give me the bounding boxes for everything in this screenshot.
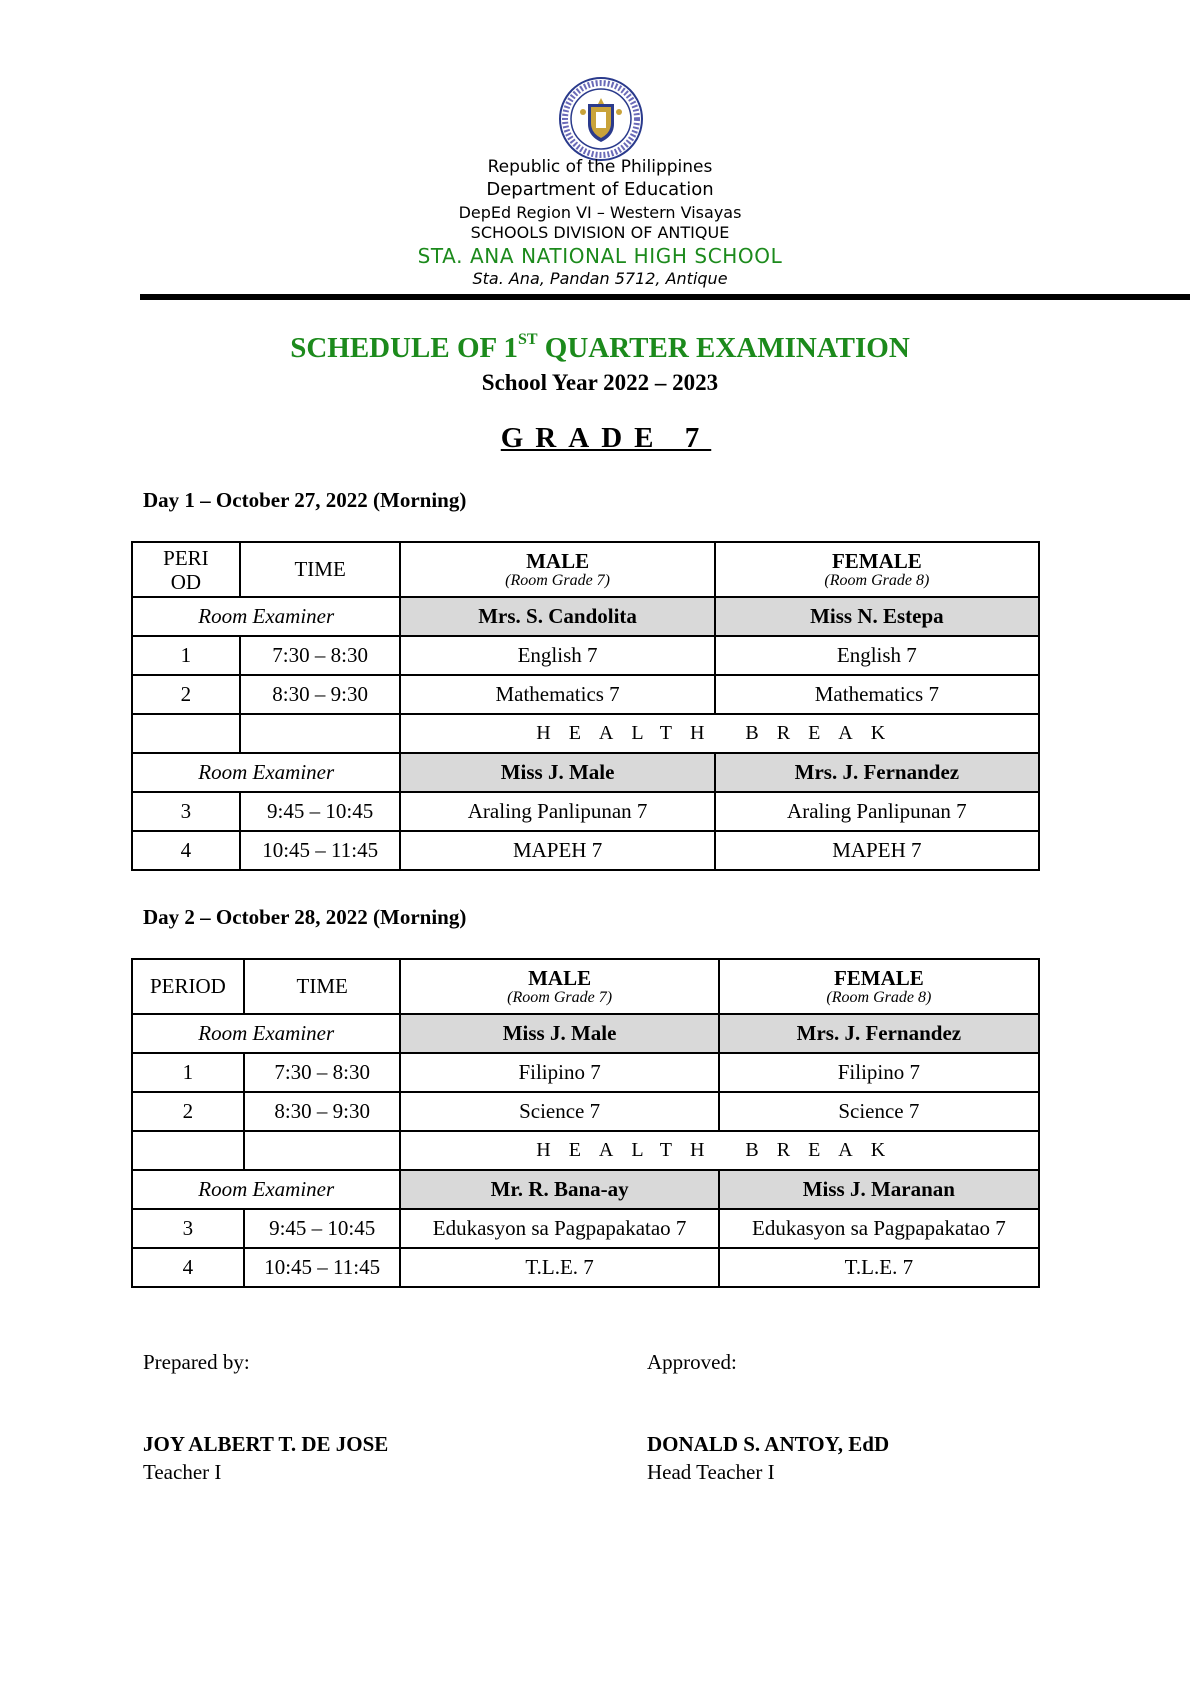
header-school-address: Sta. Ana, Pandan 5712, Antique <box>472 269 728 288</box>
male-subject-cell: English 7 <box>400 636 714 675</box>
period-cell: 3 <box>132 792 240 831</box>
table-row <box>132 675 1039 714</box>
table-row <box>132 831 1039 870</box>
female-subject-cell: Filipino 7 <box>719 1053 1039 1092</box>
table-header-row <box>132 542 1039 597</box>
table-row <box>132 1092 1039 1131</box>
empty-cell <box>132 714 240 753</box>
table-header-row <box>132 959 1039 1014</box>
male-subject-cell: T.L.E. 7 <box>400 1248 718 1287</box>
female-subject-cell: English 7 <box>715 636 1039 675</box>
female-subject-cell: MAPEH 7 <box>715 831 1039 870</box>
deped-seal-logo <box>558 76 644 162</box>
period-cell: 1 <box>132 636 240 675</box>
female-subject-cell: Science 7 <box>719 1092 1039 1131</box>
examiner-row <box>132 597 1039 636</box>
male-examiner: Mr. R. Bana-ay <box>400 1170 718 1209</box>
prepared-by-label: Prepared by: <box>143 1350 250 1374</box>
male-examiner: Mrs. S. Candolita <box>400 597 714 636</box>
examiner-row <box>132 753 1039 792</box>
header-division: SCHOOLS DIVISION OF ANTIQUE <box>470 223 730 242</box>
empty-cell <box>244 1131 401 1170</box>
day2-schedule-table <box>131 958 1040 1288</box>
document-title: SCHEDULE OF 1ST QUARTER EXAMINATION <box>290 331 910 364</box>
time-cell: 7:30 – 8:30 <box>244 1053 401 1092</box>
health-break-label: HEALTH BREAK <box>400 714 1039 753</box>
female-examiner: Miss J. Maranan <box>719 1170 1039 1209</box>
examiner-row <box>132 1170 1039 1209</box>
health-break-label: HEALTH BREAK <box>400 1131 1039 1170</box>
health-break-row <box>132 1131 1039 1170</box>
day1-schedule-table <box>131 541 1040 871</box>
period-cell: 4 <box>132 1248 244 1287</box>
male-subject-cell: Science 7 <box>400 1092 718 1131</box>
period-cell: 1 <box>132 1053 244 1092</box>
examiner-label: Room Examiner <box>132 753 400 792</box>
time-header: TIME <box>244 959 401 1014</box>
header-divider <box>140 294 1190 300</box>
header-republic: Republic of the Philippines <box>487 157 713 177</box>
header-region: DepEd Region VI – Western Visayas <box>458 203 742 222</box>
empty-cell <box>240 714 401 753</box>
time-cell: 9:45 – 10:45 <box>244 1209 401 1248</box>
examiner-row <box>132 1014 1039 1053</box>
day1-label: Day 1 – October 27, 2022 (Morning) <box>143 488 467 512</box>
header-department: Department of Education <box>486 179 714 200</box>
period-cell: 4 <box>132 831 240 870</box>
approved-label: Approved: <box>647 1350 737 1374</box>
examiner-label: Room Examiner <box>132 597 400 636</box>
female-examiner: Mrs. J. Fernandez <box>719 1014 1039 1053</box>
time-cell: 10:45 – 11:45 <box>240 831 401 870</box>
female-header: FEMALE (Room Grade 8) <box>715 542 1039 597</box>
female-examiner: Miss N. Estepa <box>715 597 1039 636</box>
period-cell: 2 <box>132 675 240 714</box>
male-subject-cell: Mathematics 7 <box>400 675 714 714</box>
time-cell: 8:30 – 9:30 <box>240 675 401 714</box>
empty-cell <box>132 1131 244 1170</box>
approved-by-position: Head Teacher I <box>647 1460 775 1484</box>
female-subject-cell: T.L.E. 7 <box>719 1248 1039 1287</box>
male-subject-cell: MAPEH 7 <box>400 831 714 870</box>
table-row <box>132 636 1039 675</box>
header-school-name: STA. ANA NATIONAL HIGH SCHOOL <box>417 244 783 268</box>
table-row <box>132 1053 1039 1092</box>
table-row <box>132 1209 1039 1248</box>
time-cell: 10:45 – 11:45 <box>244 1248 401 1287</box>
time-cell: 7:30 – 8:30 <box>240 636 401 675</box>
day2-label: Day 2 – October 28, 2022 (Morning) <box>143 905 467 929</box>
male-header: MALE (Room Grade 7) <box>400 959 718 1014</box>
female-header: FEMALE (Room Grade 8) <box>719 959 1039 1014</box>
female-subject-cell: Araling Panlipunan 7 <box>715 792 1039 831</box>
female-examiner: Mrs. J. Fernandez <box>715 753 1039 792</box>
male-examiner: Miss J. Male <box>400 1014 718 1053</box>
male-examiner: Miss J. Male <box>400 753 714 792</box>
period-header: PERIOD <box>132 959 244 1014</box>
period-header: PERIOD <box>132 542 240 597</box>
female-subject-cell: Mathematics 7 <box>715 675 1039 714</box>
male-subject-cell: Edukasyon sa Pagpapakatao 7 <box>400 1209 718 1248</box>
school-year: School Year 2022 – 2023 <box>481 370 719 395</box>
female-subject-cell: Edukasyon sa Pagpapakatao 7 <box>719 1209 1039 1248</box>
time-cell: 8:30 – 9:30 <box>244 1092 401 1131</box>
period-cell: 3 <box>132 1209 244 1248</box>
male-subject-cell: Filipino 7 <box>400 1053 718 1092</box>
examiner-label: Room Examiner <box>132 1014 400 1053</box>
period-cell: 2 <box>132 1092 244 1131</box>
health-break-row <box>132 714 1039 753</box>
male-subject-cell: Araling Panlipunan 7 <box>400 792 714 831</box>
male-header: MALE (Room Grade 7) <box>400 542 714 597</box>
approved-by-name: DONALD S. ANTOY, EdD <box>647 1432 890 1456</box>
time-header: TIME <box>240 542 401 597</box>
time-cell: 9:45 – 10:45 <box>240 792 401 831</box>
prepared-by-position: Teacher I <box>143 1460 222 1484</box>
table-row <box>132 792 1039 831</box>
grade-heading: GRADE 7 <box>500 422 712 454</box>
examiner-label: Room Examiner <box>132 1170 400 1209</box>
table-row <box>132 1248 1039 1287</box>
prepared-by-name: JOY ALBERT T. DE JOSE <box>143 1432 389 1456</box>
